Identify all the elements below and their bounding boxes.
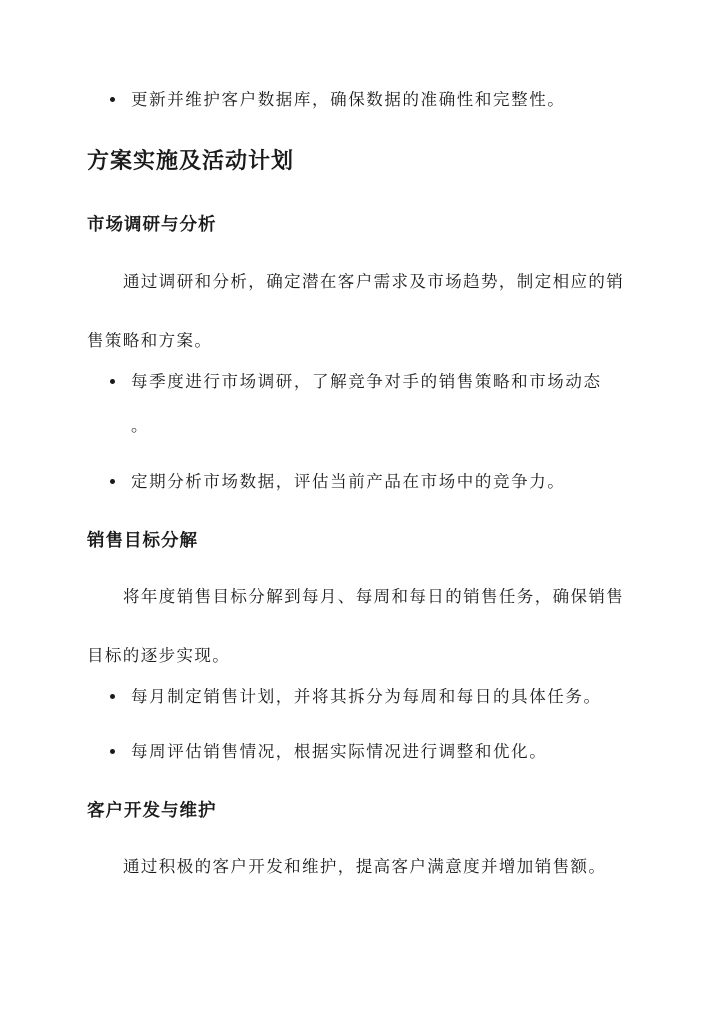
- list-item-text: 定期分析市场数据，评估当前产品在市场中的竞争力。: [131, 472, 566, 491]
- list-item-text: 每周评估销售情况，根据实际情况进行调整和优化。: [131, 742, 548, 761]
- list-item-text: 更新并维护客户数据库，确保数据的准确性和完整性。: [131, 90, 566, 109]
- paragraph-market-research: 通过调研和分析，确定潜在客户需求及市场趋势，制定相应的销售策略和方案。: [87, 272, 625, 350]
- subsection-heading-customer-development: 客户开发与维护: [87, 801, 217, 821]
- list-item: [0, 84, 720, 116]
- paragraph-sales-targets: 将年度销售目标分解到每月、每周和每日的销售任务，确保销售目标的逐步实现。: [87, 587, 625, 665]
- bullet-dot-icon: [110, 694, 115, 699]
- list-item-continuation: 。: [131, 416, 148, 435]
- bullet-dot-icon: [110, 97, 115, 102]
- bullet-dot-icon: [110, 379, 115, 384]
- subsection-heading-market-research: 市场调研与分析: [87, 215, 217, 235]
- bullet-dot-icon: [110, 749, 115, 754]
- paragraph-customer-development: 通过积极的客户开发和维护，提高客户满意度并增加销售额。: [123, 857, 607, 876]
- list-item: [0, 366, 720, 398]
- list-item-text: 每月制定销售计划，并将其拆分为每周和每日的具体任务。: [131, 687, 602, 706]
- list-item: [0, 736, 720, 768]
- subsection-heading-sales-targets: 销售目标分解: [87, 531, 198, 551]
- bullet-dot-icon: [110, 479, 115, 484]
- section-title: 方案实施及活动计划: [87, 148, 295, 174]
- list-item: [0, 681, 720, 713]
- list-item-text: 每季度进行市场调研，了解竞争对手的销售策略和市场动态: [131, 372, 602, 391]
- list-item: [0, 466, 720, 498]
